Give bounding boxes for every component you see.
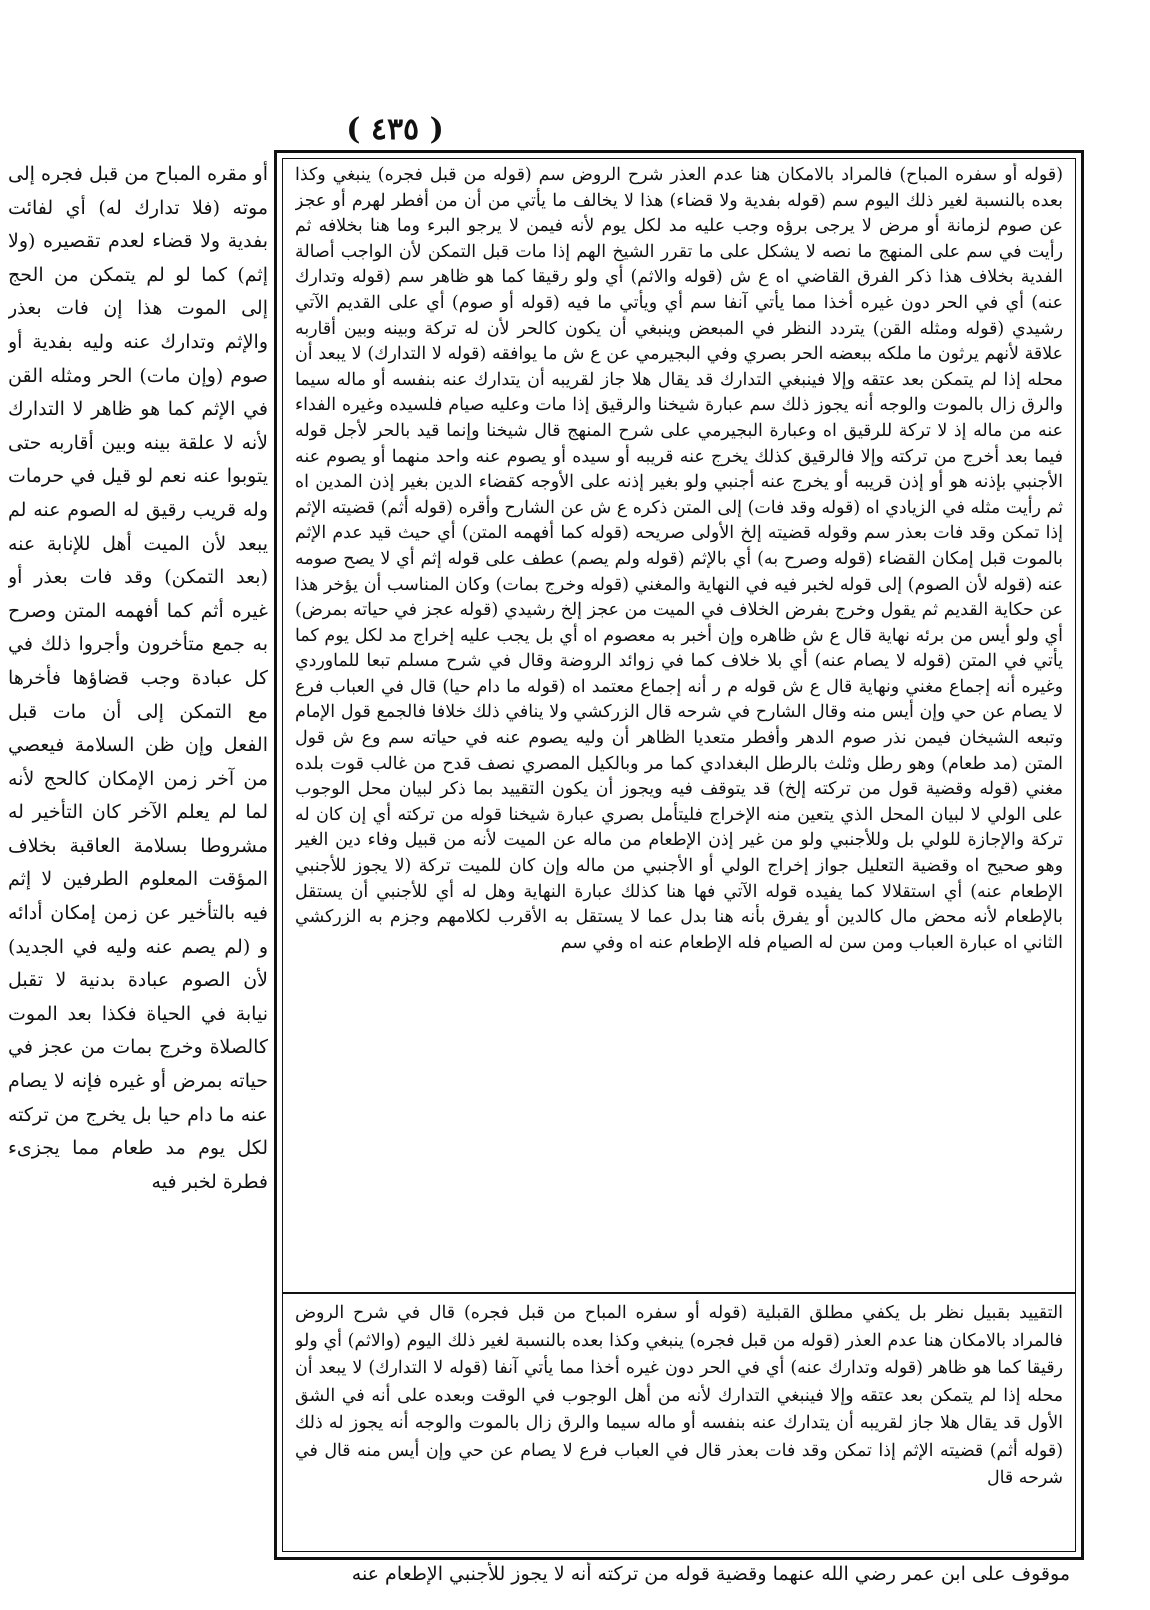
footnote-commentary-text: التقييد بقبيل نظر بل يكفي مطلق القبلية (قوله أو سفره المباح من قبل فجره) قال في شرح الروض فالمراد بالامكان هنا عدم العذر (قوله من قبل فجره) ينبغي وكذا بعده بالنسبة لغير ذلك اليوم (والاثم) أي ولو رقيقا كما هو ظاهر (قوله وتدارك عنه) أي في الحر دون غيره أخذا مما يأتي آنفا (قوله لا التدارك) لا يبعد أن محله إذا لم يتمكن بعد عتقه وإلا فينبغي التدارك لأنه من أهل الوجوب في الوقت وبعده على أنه في الشق الأول قد يقال هلا جاز لقريبه أن يتدارك عنه بنفسه أو ماله سيما والرق زال بالموت والوجه أنه يجوز له ذلك (قوله أثم) قضيته الإثم إذا تمكن وقد فات بعذر قال في العباب فرع لا يصام عن حي وإن أيس منه قال في شرحه قال xyxy=(295,1303,1063,1488)
page-number: ( ٤٣٥ ) xyxy=(346,112,444,147)
footnote-divider xyxy=(283,1292,1075,1294)
commentary-main-text: (قوله أو سفره المباح) فالمراد بالامكان هنا عدم العذر شرح الروض سم (قوله من قبل فجره) ينبغي وكذا بعده بالنسبة لغير ذلك اليوم سم (قوله بفدية ولا قضاء) هذا لا يخالف ما يأتي من أن من أفطر لهرم أو عجز عن صوم لزمانة أو مرض لا يرجى برؤه وجب عليه مد لكل يوم لأنه فيمن لا يرجو البرء وما هنا بخلافه ثم رأيت في سم على المنهج ما نصه لا يشكل على ما تقرر الشيخ الهم إذا مات قبل التمكن لأن الواجب أصالة الفدية بخلاف هذا ذكر الفرق القاضي اه ع ش (قوله والاثم) أي ولو رقيقا كما هو ظاهر سم (قوله وتدارك عنه) أي في الحر دون غيره أخذا مما يأتي آنفا سم أي ويأتي ما فيه (قوله أو صوم) أي على القديم الآتي رشيدي (قوله ومثله القن) يتردد النظر في المبعض وينبغي أن يكون كالحر لأن له تركة وبينه وبين أقاربه علاقة لأنهم يرثون ما ملكه ببعضه الحر بصري وفي البجيرمي عن ع ش ما يوافقه (قوله لا التدارك) لا يبعد أن محله إذا لم يتمكن بعد عتقه وإلا فينبغي التدارك قد يقال هلا جاز لقريبه أن يتدارك عنه بنفسه أو ماله سيما والرق زال بالموت والوجه أنه يجوز ذلك سم عبارة شيخنا والرقيق إذا مات وعليه صيام فلسيده وغيره الفداء عنه من ماله إذ لا تركة للرقيق اه وعبارة البجيرمي على شرح المنهج قال شيخنا وإنما قيد بالحر لأجل قوله فيما بعد أخرج من تركته وإلا فالرقيق كذلك يخرج عنه قريبه أو سيده أو يصوم عنه واحد منهما أو يصوم عنه الأجنبي بإذنه هو أو إذن قريبه أو يخرج عنه أجنبي ولو بغير إذنه على الأوجه كقضاء الدين بغير إذن المدين اه ثم رأيت مثله في الزيادي اه (قوله وقد فات) إلى المتن ذكره ع ش عن الشارح وأقره (قوله أثم) قضيته الإثم إذا تمكن وقد فات بعذر سم وقوله قضيته إلخ الأولى صريحه (قوله كما أفهمه المتن) أي حيث قيد عدم الإثم بالموت قبل إمكان القضاء (قوله وصرح به) أي بالإثم (قوله ولم يصم) عطف على قوله إثم أي لا يصح صومه عنه (قوله لأن الصوم) إلى قوله لخبر فيه في النهاية والمغني (قوله وخرج بمات) وكان المناسب أن يؤخر هذا عن حكاية القديم ثم يقول وخرج بفرض الخلاف في الميت من عجز إلخ رشيدي (قوله عجز في حياته بمرض) أي ولو أيس من برئه نهاية قال ع ش ظاهره وإن أخبر به معصوم اه أي بل يجب عليه إخراج مد لكل يوم كما يأتي في المتن (قوله لا يصام عنه) أي بلا خلاف كما في زوائد الروضة وقال في شرح مسلم تبعا للماوردي وغيره أنه إجماع مغني ونهاية قال ع ش قوله م ر أنه إجماع معتمد اه (قوله ما دام حيا) قال في العباب فرع لا يصام عن حي وإن أيس منه وقال الشارح في شرحه قال الزركشي ولا ينافي ذلك خلافا فالجمع قول الإمام وتبعه الشيخان فيمن نذر صوم الدهر وأفطر متعديا الظاهر أن وليه يصوم عنه في حياته سم وع ش قول المتن (مد طعام) وهو رطل وثلث بالرطل البغدادي كما مر وبالكيل المصري نصف قدح من غالب قوت بلده مغني (قوله وقضية قول من تركته إلخ) قد يتوقف فيه ويجوز أن يكون التقييد بما ذكر لبيان محل الوجوب على الولي لا لبيان المحل الذي يتعين منه الإخراج فليتأمل بصري عبارة شيخنا قوله من تركته أي إن كان له تركة والإجازة للولي بل وللأجنبي ولو من غير إذن الإطعام من ماله عن الميت لأنه من قبيل وفاء دين الغير وهو صحيح اه وقضية التعليل جواز إخراج الولي أو الأجنبي من ماله وإن كان للميت تركة (لا يجوز للأجنبي الإطعام عنه) أي استقلالا كما يفيده قوله الآتي فها هنا كذلك عبارة النهاية وهل له أي للأجنبي أن يستقل بالإطعام لأنه محض مال كالدين أو يفرق بأنه هنا بدل عما لا يستقل به الأقرب لكلامهم وجزم به الزركشي الثاني اه عبارة العباب ومن سن له الصيام فله الإطعام عنه اه وفي سم xyxy=(295,165,1063,953)
page-bottom-text: موقوف على ابن عمر رضي الله عنهما وقضية قوله من تركته أنه لا يجوز للأجنبي الإطعام عنه xyxy=(351,1563,1070,1585)
margin-base-text: أو مقره المباح من قبل فجره إلى موته (فلا تدارك له) أي لفائت بفدية ولا قضاء لعدم تقصيره (ولا إثم) كما لو لم يتمكن من الحج إلى الموت هذا إن فات بعذر والإثم وتدارك عنه وليه بفدية أو صوم (وإن مات) الحر ومثله القن في الإثم كما هو ظاهر لا التدارك لأنه لا علقة بينه وبين أقاربه حتى يتوبوا عنه نعم لو قيل في حرمات وله قريب رقيق له الصوم عنه لم يبعد لأن الميت أهل للإنابة عنه (بعد التمكن) وقد فات بعذر أو غيره أثم كما أفهمه المتن وصرح به جمع متأخرون وأجروا ذلك في كل عبادة وجب قضاؤها فأخرها مع التمكن إلى أن مات قبل الفعل وإن ظن السلامة فيعصي من آخر زمن الإمكان كالحج لأنه لما لم يعلم الآخر كان التأخير له مشروطا بسلامة العاقبة بخلاف المؤقت المعلوم الطرفين لا إثم فيه بالتأخير عن زمن إمكان أدائه و (لم يصم عنه وليه في الجديد) لأن الصوم عبادة بدنية لا تقبل نيابة في الحياة فكذا بعد الموت كالصلاة وخرج بمات من عجز في حياته بمرض أو غيره فإنه لا يصام عنه ما دام حيا بل يخرج من تركته لكل يوم مد طعام مما يجزىء فطرة لخبر فيه xyxy=(8,163,268,1193)
